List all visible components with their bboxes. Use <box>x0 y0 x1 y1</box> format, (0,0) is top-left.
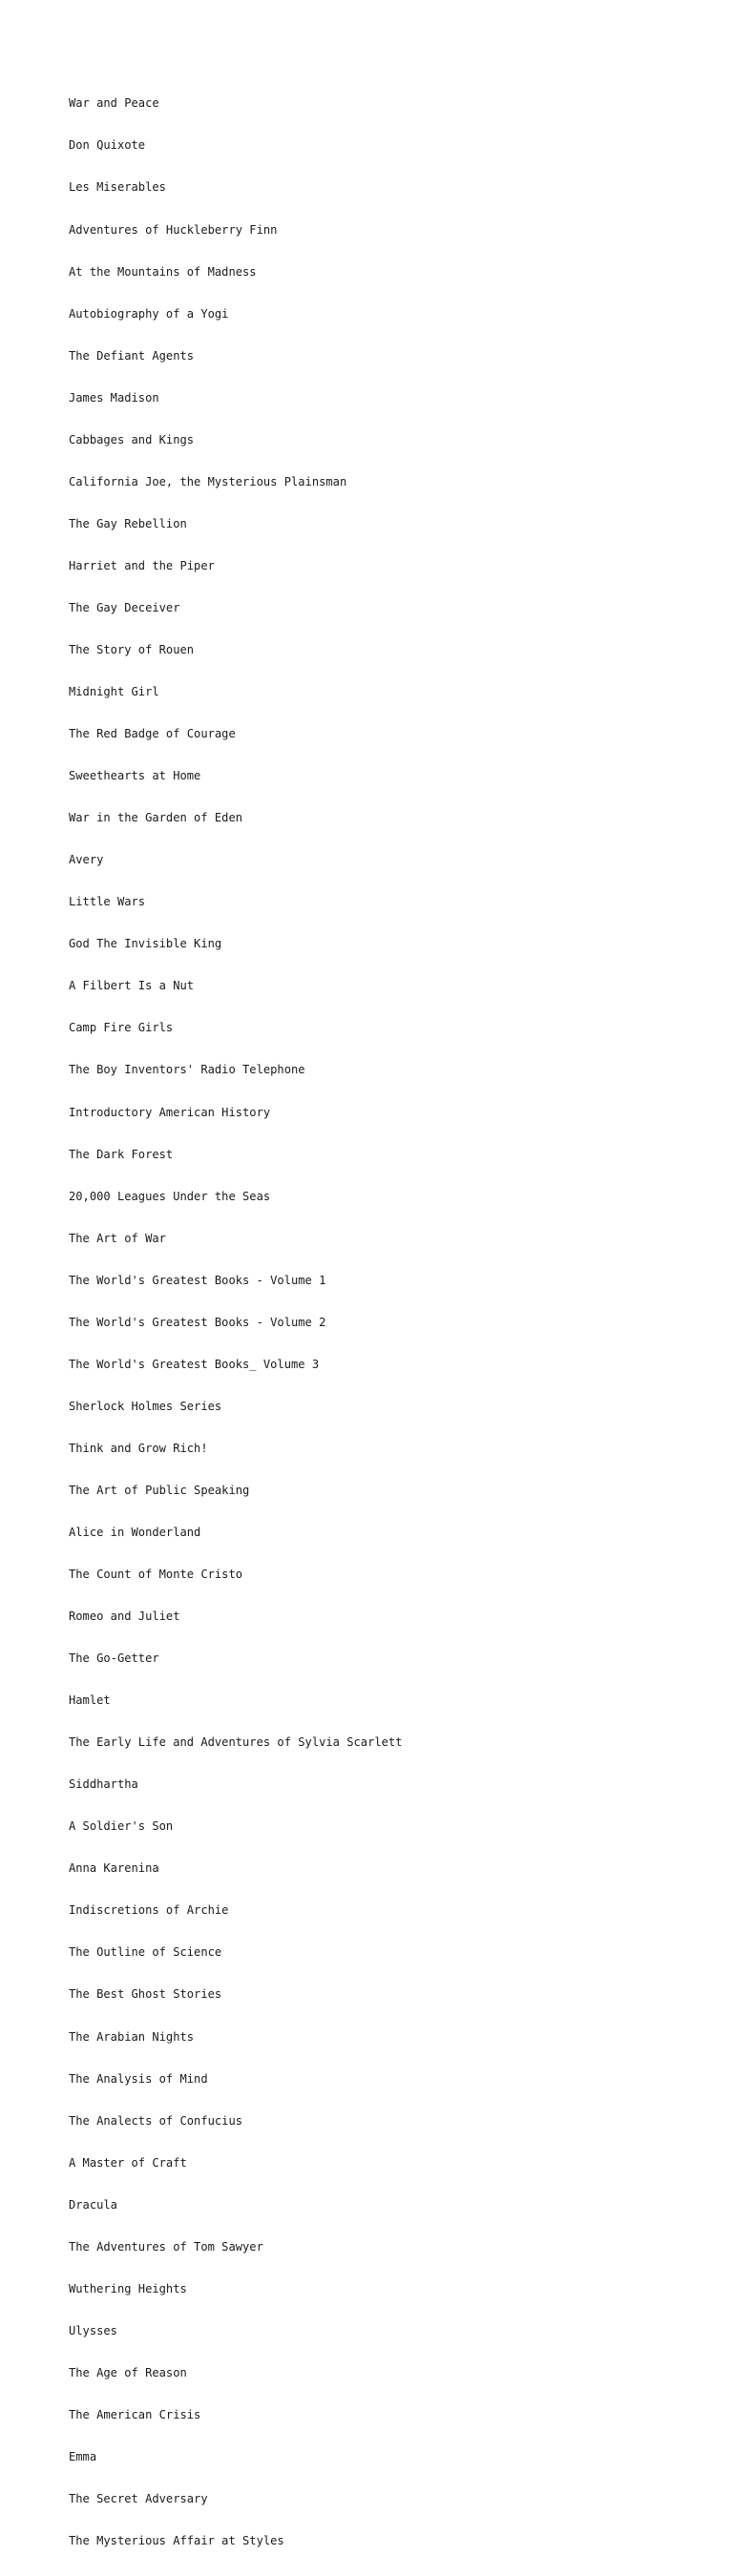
list-item: Siddhartha <box>69 1777 138 1792</box>
list-item: The Gay Rebellion <box>69 516 187 530</box>
list-item: Autobiography of a Yogi <box>69 306 229 321</box>
list-item: The Gay Deceiver <box>69 600 180 614</box>
list-item: Harriet and the Piper <box>69 558 215 572</box>
list-item: The Early Life and Adventures of Sylvia Scarlett <box>69 1735 403 1750</box>
list-item: The Defiant Agents <box>69 348 195 363</box>
list-item: The American Crisis <box>69 2407 201 2421</box>
list-item: The Best Ghost Stories <box>69 1987 222 2002</box>
list-item: The Dark Forest <box>69 1147 174 1161</box>
list-item: Avery <box>69 853 104 867</box>
list-item: Indiscretions of Archie <box>69 1903 229 1918</box>
list-item: War in the Garden of Eden <box>69 811 243 825</box>
list-item: Think and Grow Rich! <box>69 1441 208 1455</box>
list-item: Alice in Wonderland <box>69 1525 201 1539</box>
list-item: Sweethearts at Home <box>69 769 201 783</box>
list-item: Wuthering Heights <box>69 2281 187 2296</box>
list-item: Camp Fire Girls <box>69 1021 174 1035</box>
list-item: The Outline of Science <box>69 1945 222 1960</box>
list-item: The Story of Rouen <box>69 642 195 656</box>
list-item: Don Quixote <box>69 138 146 153</box>
list-item: Emma <box>69 2450 97 2463</box>
list-item: The Adventures of Tom Sawyer <box>69 2239 263 2254</box>
list-item: The Art of Public Speaking <box>69 1483 250 1497</box>
list-item: California Joe, the Mysterious Plainsman <box>69 474 347 488</box>
list-item: God The Invisible King <box>69 937 222 951</box>
list-item: Dracula <box>69 2197 117 2212</box>
list-item: The Count of Monte Cristo <box>69 1568 243 1582</box>
list-item: The Boy Inventors' Radio Telephone <box>69 1063 305 1077</box>
list-item: The Analects of Confucius <box>69 2113 243 2128</box>
list-item: Les Miserables <box>69 180 166 195</box>
list-item: The Go-Getter <box>69 1652 159 1666</box>
list-item: Cabbages and Kings <box>69 432 195 447</box>
list-item: Hamlet <box>69 1693 111 1708</box>
list-item: The Analysis of Mind <box>69 2071 208 2086</box>
list-item: The Art of War <box>69 1231 166 1245</box>
list-item: War and Peace <box>69 96 159 111</box>
list-item: The World's Greatest Books - Volume 1 <box>69 1273 326 1287</box>
list-item: Adventures of Huckleberry Finn <box>69 222 278 237</box>
list-item: Little Wars <box>69 895 146 909</box>
list-item: The Red Badge of Courage <box>69 727 236 741</box>
list-item: The World's Greatest Books_ Volume 3 <box>69 1357 320 1371</box>
list-item: At the Mountains of Madness <box>69 264 257 279</box>
list-item: James Madison <box>69 390 159 405</box>
list-item: Anna Karenina <box>69 1861 159 1876</box>
list-item: The Mysterious Affair at Styles <box>69 2534 284 2548</box>
list-item: Ulysses <box>69 2323 117 2337</box>
list-item: The Arabian Nights <box>69 2029 195 2044</box>
list-item: Sherlock Holmes Series <box>69 1399 222 1413</box>
list-item: The World's Greatest Books - Volume 2 <box>69 1315 326 1329</box>
list-item: Introductory American History <box>69 1105 271 1119</box>
list-item: A Soldier's Son <box>69 1819 174 1834</box>
list-item: Midnight Girl <box>69 685 159 699</box>
list-item: The Secret Adversary <box>69 2492 208 2506</box>
list-item: Romeo and Juliet <box>69 1610 180 1624</box>
list-item: A Master of Craft <box>69 2155 187 2170</box>
list-item: 20,000 Leagues Under the Seas <box>69 1189 271 1203</box>
list-item: A Filbert Is a Nut <box>69 979 195 993</box>
book-title-list <box>69 69 403 2576</box>
list-item: The Age of Reason <box>69 2365 187 2379</box>
